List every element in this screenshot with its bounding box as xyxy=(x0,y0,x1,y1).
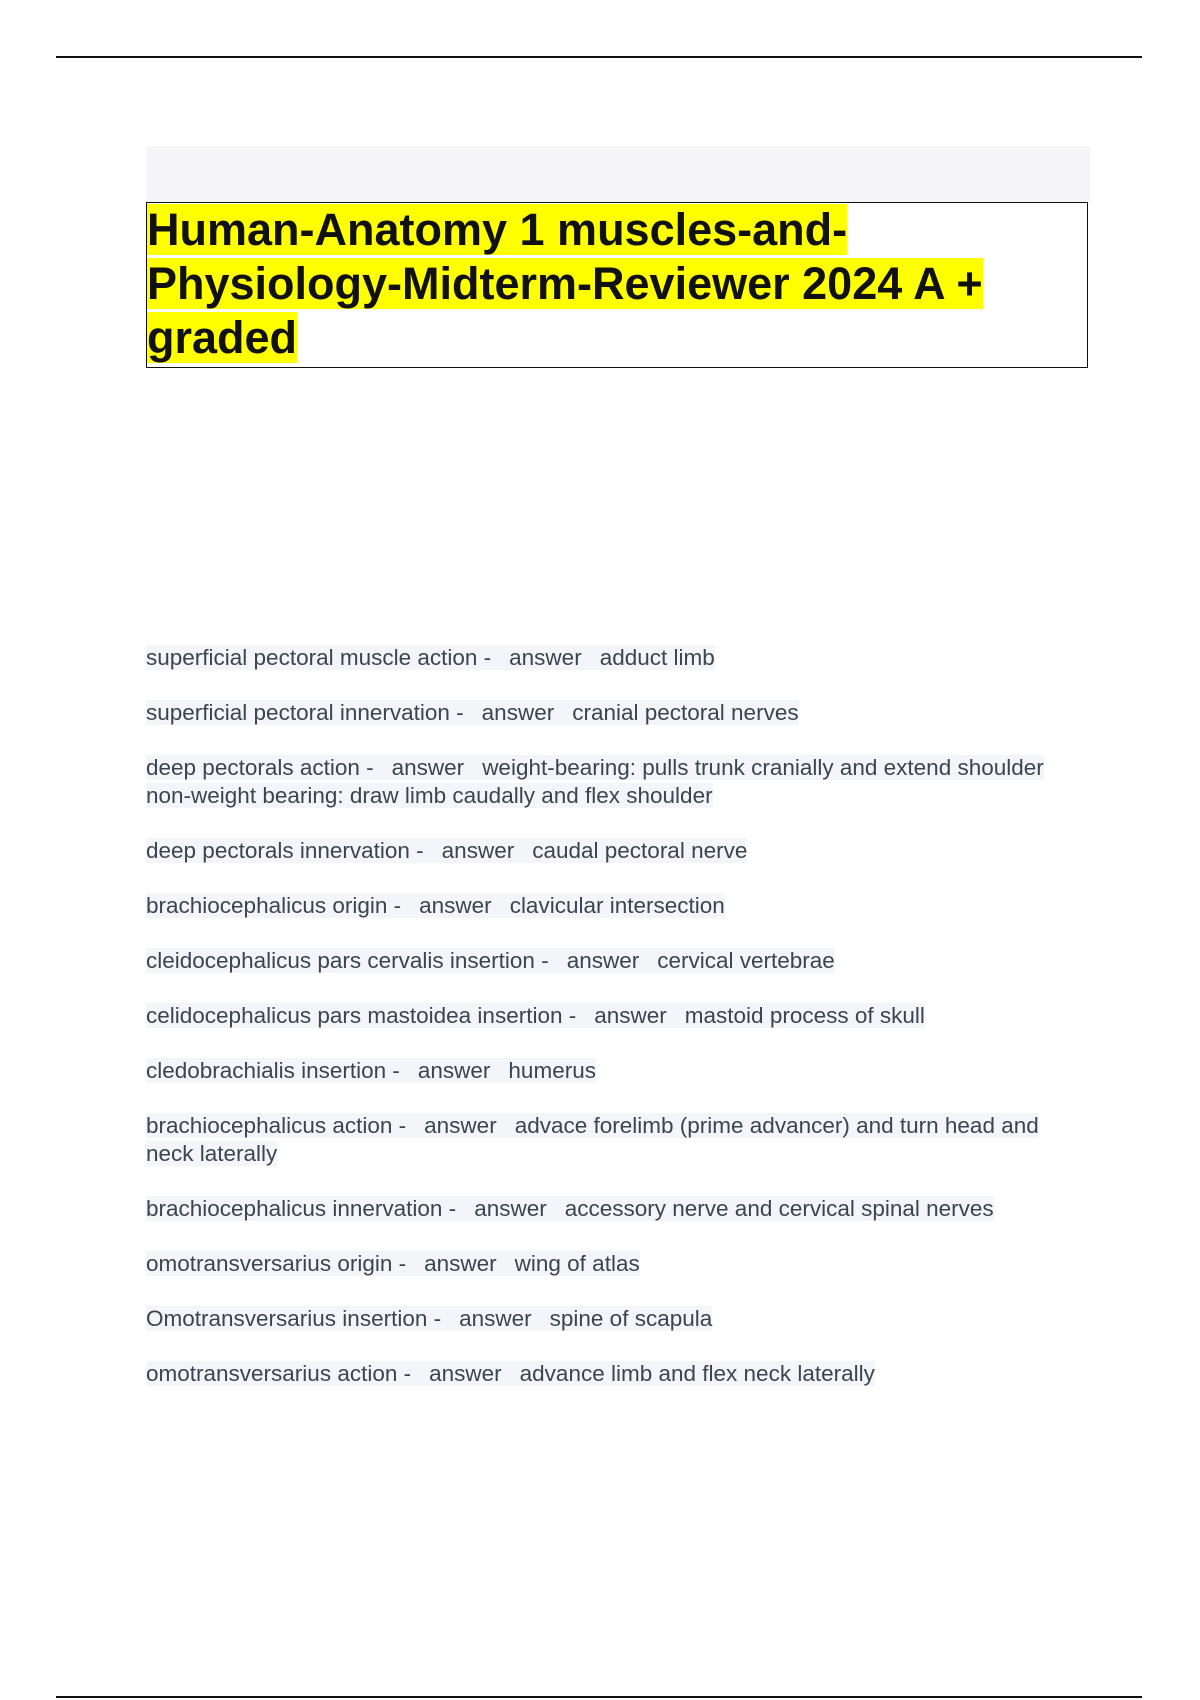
qa-item xyxy=(146,1250,1086,1278)
answer-text: advace forelimb (prime advancer) and turn head and neck laterally xyxy=(146,1113,1039,1166)
answer-label: answer xyxy=(594,1003,667,1028)
question-text: deep pectorals action - xyxy=(146,755,374,780)
answer-text: cervical vertebrae xyxy=(657,948,835,973)
qa-item xyxy=(146,1112,1086,1168)
answer-text: adduct limb xyxy=(599,645,715,670)
question-text: cleidocephalicus pars cervalis insertion - xyxy=(146,948,549,973)
question-text: brachiocephalicus origin - xyxy=(146,893,402,918)
qa-list xyxy=(146,644,1086,1415)
question-text: omotransversarius action - xyxy=(146,1361,412,1386)
qa-item xyxy=(146,837,1086,865)
answer-text: cranial pectoral nerves xyxy=(572,700,799,725)
answer-label: answer xyxy=(509,645,582,670)
title-box xyxy=(146,202,1088,368)
answer-label: answer xyxy=(459,1306,532,1331)
title-band xyxy=(146,146,1090,202)
answer-label: answer xyxy=(429,1361,502,1386)
qa-item xyxy=(146,1057,1086,1085)
title-line-2: Physiology-Midterm-Reviewer 2024 A + xyxy=(147,258,983,309)
title-line-3: graded xyxy=(147,312,298,363)
question-text: Omotransversarius insertion - xyxy=(146,1306,442,1331)
answer-extra-text: non-weight bearing: draw limb caudally and flex shoulder xyxy=(146,783,713,808)
answer-text: spine of scapula xyxy=(549,1306,713,1331)
question-text: brachiocephalicus innervation - xyxy=(146,1196,457,1221)
answer-label: answer xyxy=(417,1058,491,1083)
qa-item xyxy=(146,1195,1086,1223)
top-rule xyxy=(56,56,1142,58)
document-title xyxy=(147,203,1087,365)
answer-text: advance limb and flex neck laterally xyxy=(519,1361,875,1386)
answer-text: accessory nerve and cervical spinal nerves xyxy=(564,1196,994,1221)
question-text: deep pectorals innervation - xyxy=(146,838,424,863)
answer-label: answer xyxy=(419,893,492,918)
question-text: omotransversarius origin - xyxy=(146,1251,407,1276)
qa-item xyxy=(146,699,1086,727)
title-line-1: Human-Anatomy 1 muscles-and- xyxy=(147,204,848,255)
qa-item xyxy=(146,947,1086,975)
question-text: superficial pectoral innervation - xyxy=(146,700,464,725)
answer-label: answer xyxy=(441,838,515,863)
answer-label: answer xyxy=(424,1113,497,1138)
answer-label: answer xyxy=(481,700,555,725)
question-text: cledobrachialis insertion - xyxy=(146,1058,400,1083)
answer-text: caudal pectoral nerve xyxy=(532,838,748,863)
answer-text: humerus xyxy=(508,1058,596,1083)
question-text: celidocephalicus pars mastoidea insertion - xyxy=(146,1003,577,1028)
qa-item xyxy=(146,644,1086,672)
answer-text: weight-bearing: pulls trunk cranially and extend shoulder xyxy=(482,755,1044,780)
answer-label: answer xyxy=(424,1251,497,1276)
answer-text: wing of atlas xyxy=(514,1251,640,1276)
question-text: brachiocephalicus action - xyxy=(146,1113,407,1138)
qa-item xyxy=(146,1305,1086,1333)
qa-item xyxy=(146,754,1086,810)
question-text: superficial pectoral muscle action - xyxy=(146,645,492,670)
qa-item xyxy=(146,1002,1086,1030)
answer-label: answer xyxy=(474,1196,547,1221)
qa-item xyxy=(146,1360,1086,1388)
answer-label: answer xyxy=(391,755,465,780)
answer-text: clavicular intersection xyxy=(509,893,725,918)
qa-item xyxy=(146,892,1086,920)
answer-label: answer xyxy=(566,948,640,973)
answer-text: mastoid process of skull xyxy=(684,1003,925,1028)
bottom-rule xyxy=(56,1696,1142,1698)
